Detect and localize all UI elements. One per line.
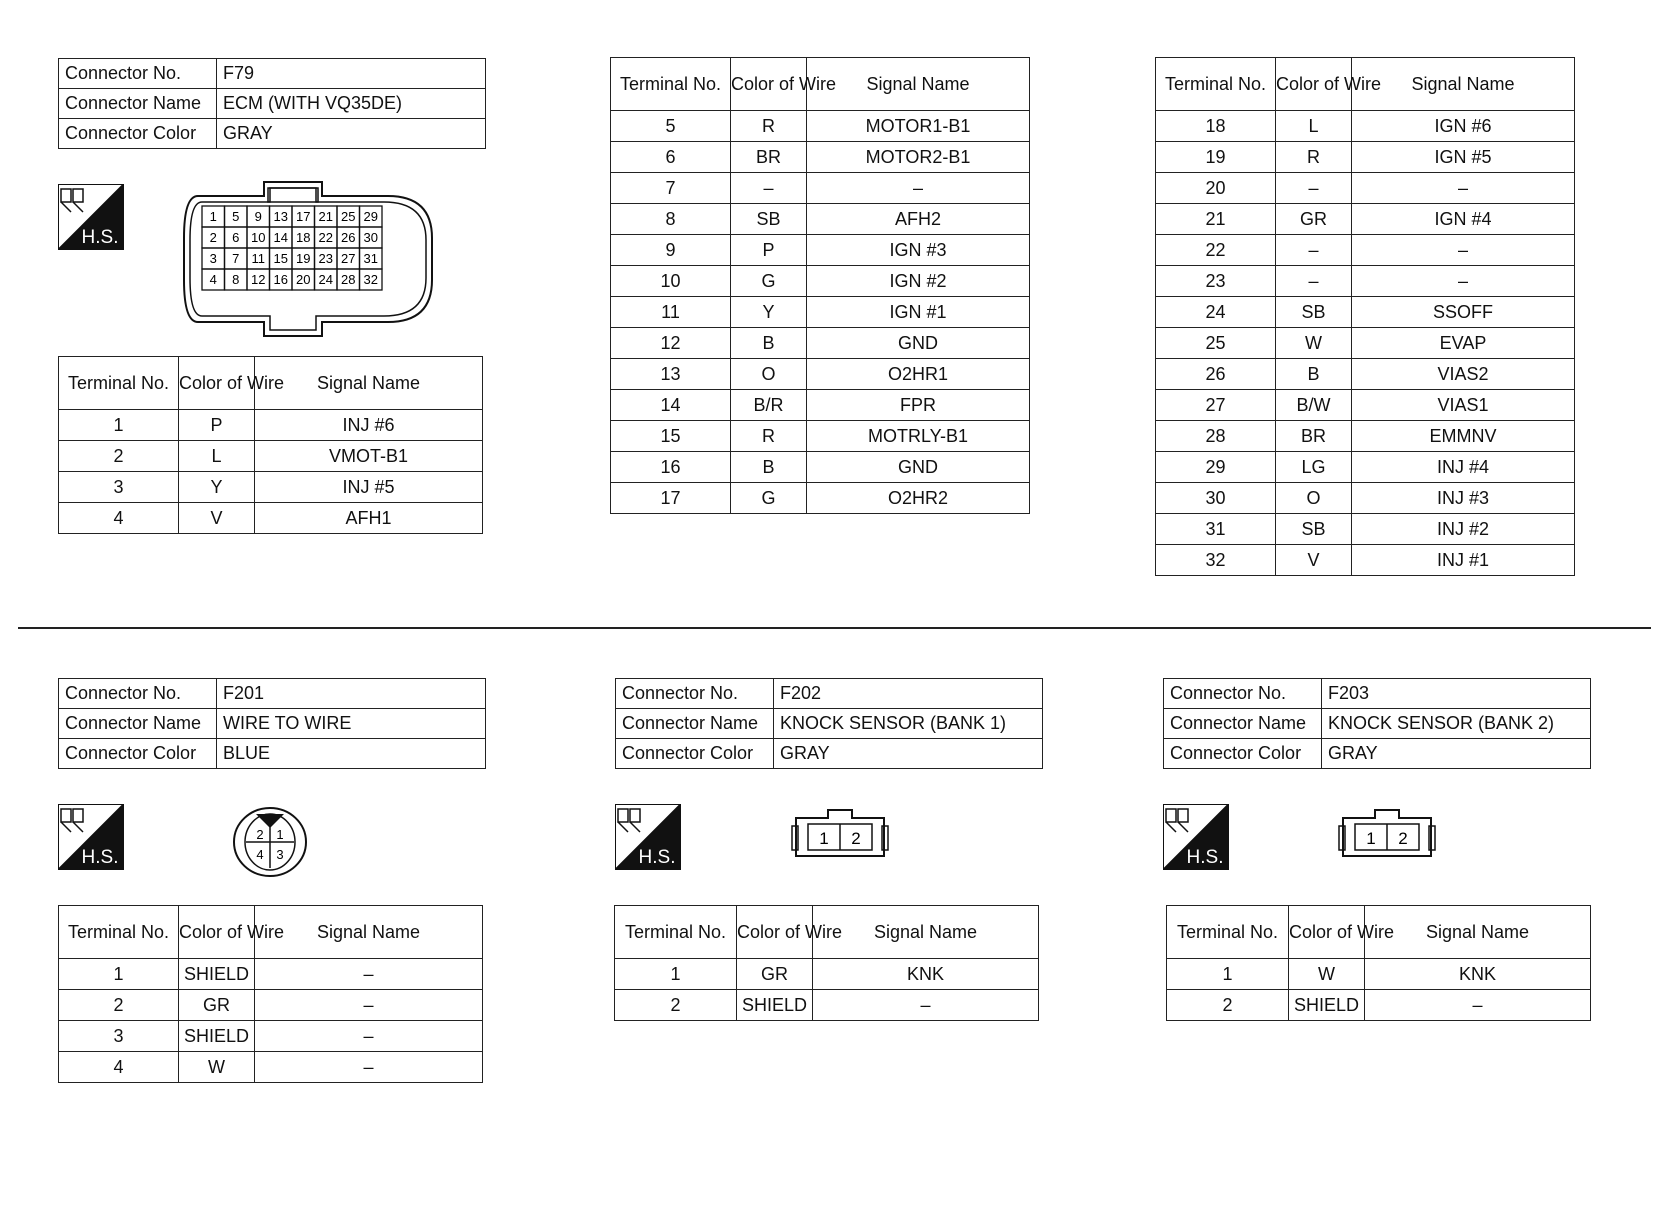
signal-name-cell: GND [807, 452, 1030, 483]
pin-label: 30 [363, 230, 378, 245]
signal-name-cell: – [1352, 235, 1575, 266]
pin-label: 29 [363, 209, 378, 224]
wire-color-cell: SB [731, 204, 807, 235]
table-row [611, 421, 1030, 452]
signal-name-header: Signal Name [807, 58, 1030, 111]
signal-name-cell: INJ #3 [1352, 483, 1575, 514]
wire-color-header: Color of Wire [1289, 906, 1365, 959]
terminal-no-cell: 30 [1156, 483, 1276, 514]
pin-label: 23 [318, 251, 333, 266]
wire-color-cell: L [1276, 111, 1352, 142]
wire-color-cell: GR [1276, 204, 1352, 235]
wire-color-header: Color of Wire [179, 906, 255, 959]
wire-color-header: Color of Wire [731, 58, 807, 111]
terminal-no-cell: 3 [59, 1021, 179, 1052]
pin-label: 5 [232, 209, 240, 224]
table-row [59, 410, 483, 441]
terminal-no-cell: 19 [1156, 142, 1276, 173]
table-row [611, 142, 1030, 173]
signal-name-cell: IGN #5 [1352, 142, 1575, 173]
table-row [1156, 483, 1575, 514]
table-row [1156, 514, 1575, 545]
terminal-no-cell: 11 [611, 297, 731, 328]
pin-label: 24 [318, 272, 333, 287]
connector-no-label: Connector No. [59, 59, 217, 89]
connector-no-label: Connector No. [616, 679, 774, 709]
connector-info-f203 [1163, 678, 1591, 769]
signal-name-cell: GND [807, 328, 1030, 359]
connector-color-label: Connector Color [616, 739, 774, 769]
wire-color-cell: W [1276, 328, 1352, 359]
pin-label: 18 [296, 230, 311, 245]
table-row [611, 173, 1030, 204]
connector-color-label: Connector Color [1164, 739, 1322, 769]
pin-label: 3 [209, 251, 217, 266]
pin-label: 4 [256, 847, 264, 862]
connector-info-f202 [615, 678, 1043, 769]
connector-no-value: F79 [217, 59, 486, 89]
signal-name-header: Signal Name [255, 357, 483, 410]
connector-info-f79 [58, 58, 486, 149]
signal-name-cell: IGN #6 [1352, 111, 1575, 142]
terminal-no-cell: 32 [1156, 545, 1276, 576]
wire-color-cell: R [731, 421, 807, 452]
terminal-no-cell: 29 [1156, 452, 1276, 483]
connector-color-value: GRAY [217, 119, 486, 149]
signal-name-cell: AFH1 [255, 503, 483, 534]
hs-label: H.S. [81, 227, 119, 248]
terminal-no-cell: 20 [1156, 173, 1276, 204]
wire-color-cell: SHIELD [179, 959, 255, 990]
terminal-no-cell: 2 [59, 990, 179, 1021]
pin-label: 4 [209, 272, 217, 287]
terminal-no-cell: 16 [611, 452, 731, 483]
hs-label: H.S. [1186, 847, 1224, 868]
signal-name-cell: VIAS2 [1352, 359, 1575, 390]
wire-color-cell: Y [179, 472, 255, 503]
wire-color-cell: GR [737, 959, 813, 990]
signal-name-cell: INJ #6 [255, 410, 483, 441]
pin-label: 12 [251, 272, 266, 287]
signal-name-cell: – [255, 959, 483, 990]
section-divider [18, 627, 1651, 629]
table-row [59, 472, 483, 503]
wire-color-header: Color of Wire [737, 906, 813, 959]
terminal-no-cell: 1 [615, 959, 737, 990]
table-row [611, 452, 1030, 483]
signal-name-cell: IGN #1 [807, 297, 1030, 328]
wire-color-cell: SB [1276, 297, 1352, 328]
pin-label: 8 [232, 272, 240, 287]
table-row [611, 111, 1030, 142]
table-row [611, 266, 1030, 297]
wire-color-header: Color of Wire [1276, 58, 1352, 111]
wire-color-cell: Y [731, 297, 807, 328]
wire-color-cell: LG [1276, 452, 1352, 483]
table-row [611, 328, 1030, 359]
terminal-no-cell: 5 [611, 111, 731, 142]
pin-label: 2 [1398, 829, 1408, 848]
table-row [1156, 545, 1575, 576]
terminal-no-cell: 2 [59, 441, 179, 472]
table-row [611, 483, 1030, 514]
table-row [611, 359, 1030, 390]
wire-color-cell: G [731, 483, 807, 514]
table-row [615, 990, 1039, 1021]
signal-name-cell: INJ #4 [1352, 452, 1575, 483]
table-row [1156, 173, 1575, 204]
signal-name-cell: EMMNV [1352, 421, 1575, 452]
terminal-table-f203 [1166, 905, 1591, 1021]
wire-color-cell: P [731, 235, 807, 266]
pin-label: 32 [363, 272, 378, 287]
connector-no-label: Connector No. [1164, 679, 1322, 709]
wire-color-cell: – [731, 173, 807, 204]
wire-color-cell: O [1276, 483, 1352, 514]
terminal-no-header: Terminal No. [1156, 58, 1276, 111]
wire-color-cell: – [1276, 266, 1352, 297]
connector-diagram-f203 [1337, 806, 1437, 864]
wire-color-cell: BR [731, 142, 807, 173]
terminal-no-cell: 6 [611, 142, 731, 173]
pin-label: 26 [341, 230, 356, 245]
table-row [611, 390, 1030, 421]
terminal-table-f79-a [58, 356, 483, 534]
signal-name-cell: FPR [807, 390, 1030, 421]
pin-label: 25 [341, 209, 356, 224]
signal-name-cell: KNK [813, 959, 1039, 990]
connector-color-label: Connector Color [59, 739, 217, 769]
pin-label: 7 [232, 251, 240, 266]
signal-name-header: Signal Name [1352, 58, 1575, 111]
wire-color-cell: – [1276, 235, 1352, 266]
connector-name-label: Connector Name [59, 709, 217, 739]
wire-color-cell: W [179, 1052, 255, 1083]
terminal-no-cell: 21 [1156, 204, 1276, 235]
terminal-no-header: Terminal No. [59, 906, 179, 959]
wire-color-cell: GR [179, 990, 255, 1021]
connector-no-value: F203 [1322, 679, 1591, 709]
table-row [59, 503, 483, 534]
signal-name-cell: INJ #1 [1352, 545, 1575, 576]
pin-label: 1 [276, 827, 284, 842]
table-row [611, 297, 1030, 328]
table-row [611, 204, 1030, 235]
signal-name-cell: – [807, 173, 1030, 204]
terminal-no-cell: 13 [611, 359, 731, 390]
wire-color-cell: W [1289, 959, 1365, 990]
connector-diagram-f79 [180, 180, 436, 340]
pin-label: 10 [251, 230, 266, 245]
pin-label: 11 [251, 251, 265, 266]
signal-name-cell: SSOFF [1352, 297, 1575, 328]
wire-color-cell: SHIELD [737, 990, 813, 1021]
hs-label: H.S. [81, 847, 119, 868]
signal-name-header: Signal Name [255, 906, 483, 959]
signal-name-cell: IGN #3 [807, 235, 1030, 266]
wire-color-cell: BR [1276, 421, 1352, 452]
table-row [59, 1052, 483, 1083]
terminal-no-header: Terminal No. [611, 58, 731, 111]
wire-color-cell: SB [1276, 514, 1352, 545]
table-row [1156, 390, 1575, 421]
wire-color-cell: V [179, 503, 255, 534]
table-row [1167, 990, 1591, 1021]
terminal-no-cell: 4 [59, 1052, 179, 1083]
signal-name-cell: INJ #2 [1352, 514, 1575, 545]
signal-name-cell: – [1365, 990, 1591, 1021]
terminal-no-cell: 9 [611, 235, 731, 266]
signal-name-cell: – [255, 990, 483, 1021]
connector-no-value: F202 [774, 679, 1043, 709]
table-row [1156, 328, 1575, 359]
connector-no-label: Connector No. [59, 679, 217, 709]
wire-color-cell: V [1276, 545, 1352, 576]
pin-label: 16 [273, 272, 288, 287]
hs-label: H.S. [638, 847, 676, 868]
signal-name-cell: KNK [1365, 959, 1591, 990]
table-row [1156, 266, 1575, 297]
wire-color-cell: B [1276, 359, 1352, 390]
table-row [1156, 235, 1575, 266]
signal-name-cell: AFH2 [807, 204, 1030, 235]
connector-color-value: GRAY [1322, 739, 1591, 769]
terminal-no-cell: 3 [59, 472, 179, 503]
signal-name-header: Signal Name [1365, 906, 1591, 959]
pin-label: 1 [1366, 829, 1376, 848]
terminal-no-header: Terminal No. [59, 357, 179, 410]
pin-label: 19 [296, 251, 311, 266]
signal-name-cell: – [255, 1021, 483, 1052]
pin-label: 31 [363, 251, 378, 266]
table-row [59, 441, 483, 472]
pin-label: 9 [254, 209, 262, 224]
wire-color-cell: SHIELD [1289, 990, 1365, 1021]
wire-color-cell: SHIELD [179, 1021, 255, 1052]
connector-name-value: KNOCK SENSOR (BANK 2) [1322, 709, 1591, 739]
pin-label: 1 [819, 829, 829, 848]
table-row [1156, 359, 1575, 390]
terminal-no-cell: 27 [1156, 390, 1276, 421]
signal-name-cell: EVAP [1352, 328, 1575, 359]
wire-color-cell: P [179, 410, 255, 441]
table-row [1156, 297, 1575, 328]
terminal-no-cell: 25 [1156, 328, 1276, 359]
connector-name-label: Connector Name [59, 89, 217, 119]
connector-name-value: ECM (WITH VQ35DE) [217, 89, 486, 119]
table-row [1156, 421, 1575, 452]
table-row [1167, 959, 1591, 990]
terminal-no-cell: 7 [611, 173, 731, 204]
connector-name-value: WIRE TO WIRE [217, 709, 486, 739]
signal-name-cell: – [1352, 173, 1575, 204]
terminal-no-cell: 17 [611, 483, 731, 514]
pin-label: 17 [296, 209, 311, 224]
table-row [611, 235, 1030, 266]
signal-name-cell: VIAS1 [1352, 390, 1575, 421]
terminal-no-cell: 1 [59, 410, 179, 441]
wire-color-cell: R [731, 111, 807, 142]
connector-name-label: Connector Name [616, 709, 774, 739]
terminal-no-cell: 15 [611, 421, 731, 452]
pin-label: 3 [276, 847, 284, 862]
connector-name-value: KNOCK SENSOR (BANK 1) [774, 709, 1043, 739]
terminal-no-cell: 28 [1156, 421, 1276, 452]
connector-color-value: GRAY [774, 739, 1043, 769]
terminal-no-cell: 31 [1156, 514, 1276, 545]
signal-name-cell: VMOT-B1 [255, 441, 483, 472]
harness-side-icon [615, 804, 681, 870]
terminal-table-f79-c [1155, 57, 1575, 576]
table-row [1156, 204, 1575, 235]
signal-name-cell: MOTOR2-B1 [807, 142, 1030, 173]
terminal-no-cell: 1 [1167, 959, 1289, 990]
connector-color-value: BLUE [217, 739, 486, 769]
terminal-no-header: Terminal No. [1167, 906, 1289, 959]
signal-name-cell: – [255, 1052, 483, 1083]
terminal-no-cell: 24 [1156, 297, 1276, 328]
harness-side-icon [58, 184, 124, 250]
terminal-no-header: Terminal No. [615, 906, 737, 959]
signal-name-cell: O2HR2 [807, 483, 1030, 514]
wire-color-cell: L [179, 441, 255, 472]
wire-color-header: Color of Wire [179, 357, 255, 410]
terminal-no-cell: 18 [1156, 111, 1276, 142]
connector-color-label: Connector Color [59, 119, 217, 149]
connector-name-label: Connector Name [1164, 709, 1322, 739]
signal-name-cell: MOTOR1-B1 [807, 111, 1030, 142]
signal-name-cell: IGN #2 [807, 266, 1030, 297]
pin-label: 2 [209, 230, 217, 245]
wire-color-cell: B [731, 452, 807, 483]
terminal-no-cell: 26 [1156, 359, 1276, 390]
signal-name-cell: O2HR1 [807, 359, 1030, 390]
signal-name-cell: – [1352, 266, 1575, 297]
pin-label: 1 [209, 209, 217, 224]
harness-side-icon [58, 804, 124, 870]
wire-color-cell: B/W [1276, 390, 1352, 421]
wire-color-cell: B/R [731, 390, 807, 421]
signal-name-cell: IGN #4 [1352, 204, 1575, 235]
terminal-no-cell: 2 [615, 990, 737, 1021]
harness-side-icon [1163, 804, 1229, 870]
terminal-no-cell: 8 [611, 204, 731, 235]
table-row [1156, 111, 1575, 142]
pin-label: 27 [341, 251, 356, 266]
table-row [1156, 452, 1575, 483]
terminal-table-f79-b [610, 57, 1030, 514]
terminal-no-cell: 22 [1156, 235, 1276, 266]
table-row [1156, 142, 1575, 173]
terminal-no-cell: 14 [611, 390, 731, 421]
wire-color-cell: O [731, 359, 807, 390]
connector-info-f201 [58, 678, 486, 769]
pin-label: 20 [296, 272, 311, 287]
pin-label: 22 [318, 230, 333, 245]
pin-label: 28 [341, 272, 356, 287]
signal-name-header: Signal Name [813, 906, 1039, 959]
wire-color-cell: R [1276, 142, 1352, 173]
table-row [59, 1021, 483, 1052]
terminal-no-cell: 12 [611, 328, 731, 359]
signal-name-cell: – [813, 990, 1039, 1021]
pin-label: 15 [273, 251, 288, 266]
terminal-no-cell: 2 [1167, 990, 1289, 1021]
terminal-no-cell: 4 [59, 503, 179, 534]
wire-color-cell: B [731, 328, 807, 359]
pin-label: 2 [256, 827, 264, 842]
pin-label: 13 [273, 209, 288, 224]
pin-label: 21 [318, 209, 333, 224]
table-row [615, 959, 1039, 990]
wire-color-cell: G [731, 266, 807, 297]
table-row [59, 990, 483, 1021]
signal-name-cell: INJ #5 [255, 472, 483, 503]
connector-diagram-f202 [790, 806, 890, 864]
terminal-no-cell: 10 [611, 266, 731, 297]
terminal-table-f202 [614, 905, 1039, 1021]
connector-diagram-f201 [230, 804, 310, 878]
wire-color-cell: – [1276, 173, 1352, 204]
pin-label: 2 [851, 829, 861, 848]
pin-label: 14 [273, 230, 288, 245]
pin-label: 6 [232, 230, 240, 245]
terminal-no-cell: 23 [1156, 266, 1276, 297]
terminal-table-f201 [58, 905, 483, 1083]
terminal-no-cell: 1 [59, 959, 179, 990]
table-row [59, 959, 483, 990]
connector-no-value: F201 [217, 679, 486, 709]
signal-name-cell: MOTRLY-B1 [807, 421, 1030, 452]
